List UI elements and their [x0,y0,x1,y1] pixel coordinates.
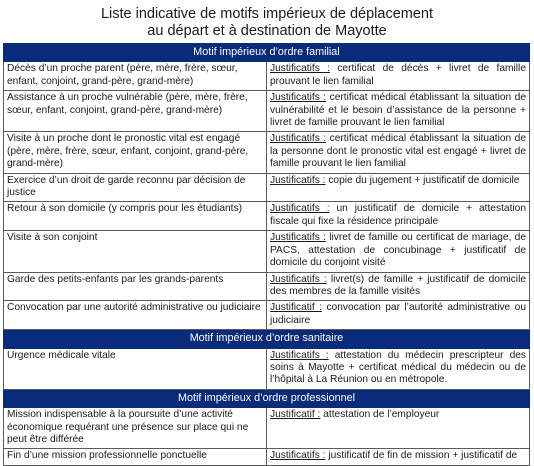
section-heading: Motif impérieux d’ordre professionnel [4,389,530,407]
table-row [4,173,530,202]
justificatif-label: Justificatifs : [270,133,327,145]
motif-cell: Urgence médicale vitale [4,348,267,389]
justificatif-label: Justificatif : [270,302,322,314]
justificatif-text: convocation par l’autorité administrative ou judiciaire [270,302,526,326]
motif-cell: Convocation par une autorité administrative ou judiciaire [4,301,267,330]
justificatif-cell [267,449,530,465]
justificatif-text: copie du jugement + justificatif de domicile [325,174,520,186]
justificatif-label: Justificatifs : [270,92,327,104]
justificatif-cell [267,91,530,132]
justificatif-text: livret de famille ou certificat de mariage, de PACS, attestation de concubinage + justificatif de domicile du conjoint visité [270,232,527,269]
justificatif-label: Justificatif : [270,409,321,421]
justificatif-label: Justificatifs : [270,232,326,244]
table-row [4,449,530,465]
justificatif-text: certificat de décès + livret de famille prouvant le lien familial [270,63,526,87]
table-row [4,62,530,91]
table-row [4,408,530,449]
table-row [4,202,530,231]
table-row [4,132,530,173]
justificatif-text: attestation de l’employeur [320,409,440,421]
motif-cell: Mission indispensable à la poursuite d’une activité économique requérant une présence sur place qui ne peut être différée [4,408,267,449]
justificatif-text: certificat médical établissant la situation de la personne dont le pronostic vital est engagé + livret de famille prouvant le lien familial [270,133,526,170]
table-row [4,272,530,301]
justificatif-label: Justificatifs : [270,203,330,215]
motif-cell: Visite à son conjoint [4,231,267,272]
justificatif-text: livret(s) de famille + justificatif de domicile des membres de la famille visités [270,273,526,297]
motif-cell: Décès d’un proche parent (père, mère, frère, sœur, enfant, conjoint, grand-père, grand-mère) [4,62,267,91]
motif-cell: Assistance à un proche vulnérable (père, mère, frère, sœur, enfant, conjoint, grand-père, grand-mère) [4,91,267,132]
justificatif-text: certificat médical établissant la situation de vulnérabilité et le besoin d’assistance de la personne + livret de famille prouvant le lien familial [270,92,526,129]
motif-cell: Visite à un proche dont le pronostic vital est engagé (père, mère, frère, sœur, enfant, conjoint, grand-père, grand-mère) [4,132,267,173]
justificatif-label: Justificatifs : [270,174,326,186]
justificatif-cell [267,231,530,272]
justificatif-label: Justificatifs : [270,349,329,361]
document-title [0,0,534,38]
justificatif-cell [267,408,530,449]
justificatif-text: un justificatif de domicile + attestation fiscale qui fixe la résidence principale [270,203,526,227]
justificatif-cell [267,62,530,91]
motifs-table [3,43,530,466]
justificatif-cell [267,202,530,231]
justificatif-cell [267,272,530,301]
table-row [4,91,530,132]
motif-cell: Fin d’une mission professionnelle ponctuelle [4,449,267,465]
justificatif-label: Justificatifs : [270,273,327,285]
section-header-row [4,389,530,407]
justificatif-text: justificatif de fin de mission + justificatif de [325,450,518,462]
section-heading: Motif impérieux d’ordre sanitaire [4,330,530,348]
motif-cell: Garde des petits-enfants par les grands-parents [4,272,267,301]
section-heading: Motif impérieux d’ordre familial [4,44,530,62]
justificatif-cell [267,173,530,202]
justificatif-cell [267,301,530,330]
justificatif-cell [267,132,530,173]
title-line-2: au départ et à destination de Mayotte [147,23,387,39]
table-row [4,348,530,389]
justificatif-label: Justificatifs : [270,63,330,75]
table-row [4,301,530,330]
table-row [4,231,530,272]
justificatif-text: attestation du médecin prescripteur des soins à Mayotte + certificat médical du médecin ou de l’hôpital à La Réunion ou en métropole. [270,349,526,386]
title-line-1: Liste indicative de motifs impérieux de déplacement [100,6,434,22]
motif-cell: Exercice d’un droit de garde reconnu par décision de justice [4,173,267,202]
justificatif-cell [267,348,530,389]
section-header-row [4,44,530,62]
motif-cell: Retour à son domicile (y compris pour les étudiants) [4,202,267,231]
section-header-row [4,330,530,348]
justificatif-label: Justificatifs : [270,450,326,462]
